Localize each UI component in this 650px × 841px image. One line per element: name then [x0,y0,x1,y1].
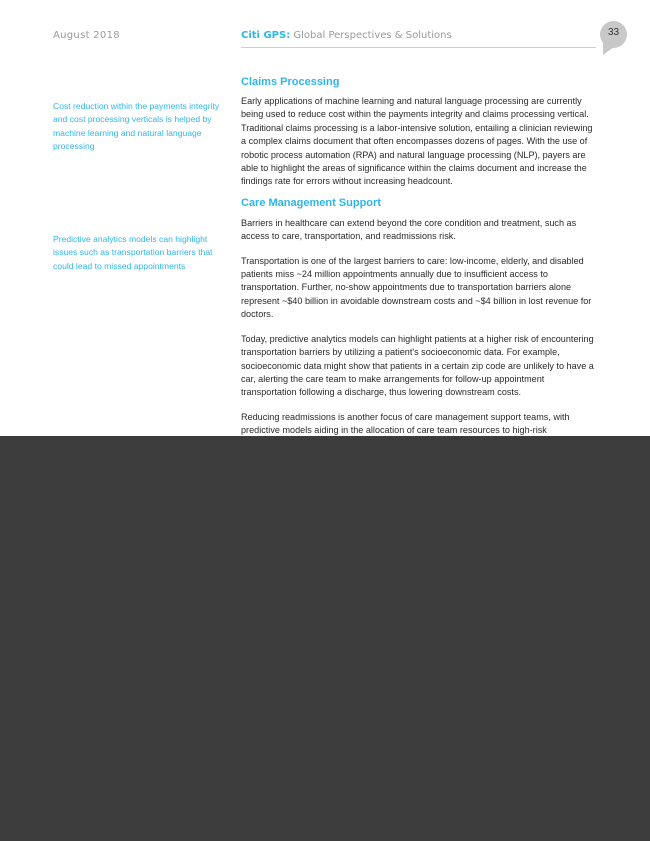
paragraph: Today, predictive analytics models can highlight patients at a higher risk of encountering transportation barriers by utilizing a patient's socioeconomic data. For example, socioeconomic data might show that patients in a certain zip code are unlikely to have a car, alerting the care team to make arrangements for follow-up appointment transportation following a discharge, thus lowering downstream costs. [241,333,594,398]
page-number-badge [600,21,627,48]
sidenote-claims: Cost reduction within the payments integrity and cost processing verticals is helped by machine learning and natural language processing [53,101,220,152]
paragraph: Transportation is one of the largest barriers to care: low-income, elderly, and disabled patients miss ~24 million appointments annually due to insufficient access to transportation. Further, no-show appointments due to transportation barriers alone represent ~$40 billion in avoidable downstream costs and ~$4 billion in lost revenue for doctors. [241,255,592,320]
paragraph: Early applications of machine learning and natural language processing are currently being used to reduce cost within the payments integrity and claims processing vertical. Traditional claims processing is a labor-intensive solution, entailing a clinician reviewing a complex claims document that often encompasses dozens of pages. With the use of robotic process automation (RPA) and natural language processing (NLP), payers are able to highlight the areas of significance within the claims document and increase the findings rate for errors without increasing headcount. [241,96,593,187]
paragraph: Reducing readmissions is another focus of care management support teams, with predictive models aiding in the allocation of care team resources to high-risk [241,411,570,436]
brand-name: Citi GPS: [241,30,291,41]
section-heading-care: Care Management Support [241,196,381,209]
header-title [241,30,452,41]
section-heading-claims: Claims Processing [241,76,340,88]
paragraph: Barriers in healthcare can extend beyond the core condition and treatment, such as access to care, transportation, and readmissions risk. [241,217,577,242]
series-name: Global Perspectives & Solutions [293,30,452,41]
header-date: August 2018 [53,30,120,41]
page-number: 33 [607,27,620,38]
header-rule [241,47,596,48]
main-column [241,76,597,436]
sidenote-care: Predictive analytics models can highlight issues such as transportation barriers that could lead to missed appointments [53,234,213,271]
